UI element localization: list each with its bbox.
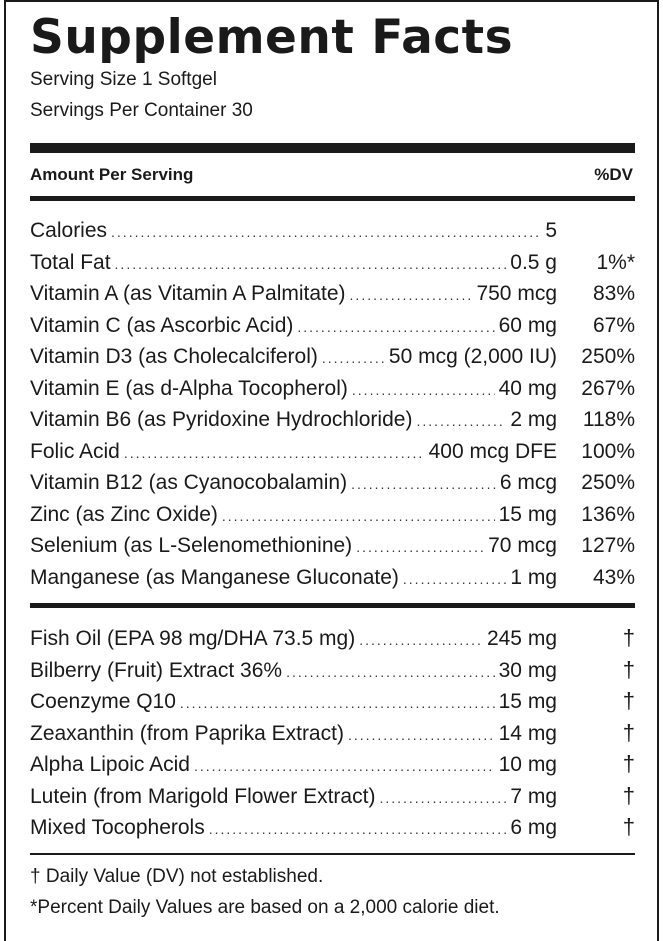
leader-dots (350, 280, 473, 312)
other-ingredients-section (30, 608, 635, 843)
nutrient-amount: 15 mg (498, 502, 557, 526)
nutrient-name: Bilberry (Fruit) Extract 36% (30, 658, 283, 682)
nutrient-row (30, 499, 635, 531)
leader-dots (348, 720, 495, 752)
nutrient-amount: 50 mcg (2,000 IU) (388, 345, 557, 368)
nutrient-dv: † (622, 688, 635, 713)
nutrient-dv: 250% (581, 345, 635, 368)
nutrient-dv: 1%* (596, 250, 635, 274)
nutrient-row (30, 685, 635, 717)
leader-dots (359, 625, 483, 657)
nutrient-row (30, 247, 635, 279)
leader-dots (222, 501, 495, 533)
nutrient-row (30, 467, 635, 499)
leader-dots (194, 751, 495, 783)
nutrient-row (30, 622, 635, 654)
leader-dots (379, 783, 506, 815)
nutrient-amount: 750 mcg (476, 282, 557, 305)
nutrient-name: Vitamin C (as Ascorbic Acid) (30, 313, 294, 337)
nutrient-name: Fish Oil (EPA 98 mg/DHA 73.5 mg) (30, 627, 356, 650)
footnote-divider (30, 853, 635, 855)
nutrient-amount: 60 mg (498, 313, 557, 337)
nutrient-amount: 30 mg (498, 658, 557, 682)
nutrient-name: Vitamin B12 (as Cyanocobalamin) (30, 471, 348, 494)
nutrient-row (30, 780, 635, 812)
nutrient-row (30, 748, 635, 780)
nutrient-name: Vitamin E (as d-Alpha Tocopherol) (30, 376, 348, 400)
nutrient-name: Alpha Lipoic Acid (30, 753, 190, 776)
nutrient-name: Vitamin A (as Vitamin A Palmitate) (30, 282, 346, 305)
nutrient-name: Vitamin D3 (as Cholecalciferol) (30, 345, 318, 368)
nutrient-name: Zeaxanthin (from Paprika Extract) (30, 721, 344, 745)
nutrient-amount: 2 mg (510, 408, 557, 431)
nutrient-row (30, 811, 635, 843)
nutrient-row (30, 717, 635, 749)
nutrient-amount: 6 mg (510, 816, 557, 839)
nutrient-dv: 100% (581, 439, 635, 463)
nutrient-row (30, 654, 635, 686)
vitamins-section (30, 201, 635, 593)
leader-dots (403, 564, 506, 596)
nutrient-dv: 43% (592, 565, 635, 589)
panel-title: Supplement Facts (30, 10, 514, 65)
nutrient-amount: 15 mg (498, 690, 557, 713)
nutrient-name: Total Fat (30, 250, 111, 274)
nutrient-row (30, 404, 635, 436)
nutrient-name: Vitamin B6 (as Pyridoxine Hydrochloride) (30, 408, 413, 431)
leader-dots (111, 217, 541, 249)
nutrient-row (30, 310, 635, 342)
leader-dots (209, 814, 507, 846)
nutrient-dv: 83% (592, 282, 635, 305)
leader-dots (351, 469, 496, 501)
leader-dots (115, 249, 507, 281)
nutrient-name: Lutein (from Marigold Flower Extract) (30, 784, 376, 808)
nutrient-amount: 245 mg (486, 627, 557, 650)
leader-dots (180, 688, 495, 720)
column-header (30, 153, 635, 196)
footnote-percent: *Percent Daily Values are based on a 2,000 calorie diet. (30, 896, 500, 918)
nutrient-name: Selenium (as L-Selenomethionine) (30, 534, 353, 557)
nutrient-amount: 1 mg (510, 565, 557, 589)
leader-dots (322, 343, 385, 375)
nutrient-dv: † (622, 751, 635, 776)
nutrient-name: Manganese (as Manganese Gluconate) (30, 565, 399, 589)
dv-label: %DV (594, 164, 633, 184)
nutrient-amount: 0.5 g (510, 250, 557, 274)
nutrient-dv: † (622, 656, 635, 682)
nutrient-row (30, 278, 635, 310)
nutrient-amount: 7 mg (510, 784, 557, 808)
servings-per-container: Servings Per Container 30 (30, 100, 253, 121)
nutrient-amount: 14 mg (498, 721, 557, 745)
nutrient-dv: † (622, 782, 635, 808)
nutrient-row (30, 341, 635, 373)
leader-dots (297, 312, 494, 344)
nutrient-dv: 267% (581, 376, 635, 400)
leader-dots (416, 406, 506, 438)
leader-dots (352, 375, 495, 407)
nutrient-row (30, 215, 635, 247)
nutrient-amount: 6 mcg (499, 471, 557, 494)
leader-dots (356, 532, 484, 564)
nutrient-dv: 127% (581, 534, 635, 557)
nutrient-dv: 136% (581, 502, 635, 526)
nutrient-amount: 10 mg (498, 753, 557, 776)
supplement-facts-panel (4, 0, 659, 941)
nutrient-amount: 40 mg (498, 376, 557, 400)
nutrient-dv: † (622, 719, 635, 745)
nutrient-name: Mixed Tocopherols (30, 816, 205, 839)
serving-size: Serving Size 1 Softgel (30, 69, 217, 90)
nutrient-dv: † (622, 814, 635, 839)
nutrient-name: Calories (30, 219, 108, 242)
amount-per-serving-label: Amount Per Serving (30, 164, 194, 184)
nutrient-amount: 400 mcg DFE (428, 439, 557, 463)
nutrient-row (30, 562, 635, 594)
nutrient-amount: 5 (545, 219, 557, 242)
nutrient-dv: 250% (581, 471, 635, 494)
nutrient-row (30, 530, 635, 562)
nutrient-dv: 118% (582, 408, 635, 431)
nutrient-row (30, 436, 635, 468)
nutrient-amount: 70 mcg (488, 534, 557, 557)
leader-dots (124, 438, 425, 470)
nutrient-dv: † (622, 625, 635, 650)
nutrient-name: Folic Acid (30, 439, 120, 463)
leader-dots (286, 657, 495, 689)
nutrient-name: Coenzyme Q10 (30, 690, 176, 713)
nutrient-name: Zinc (as Zinc Oxide) (30, 502, 218, 526)
footnote-dagger: † Daily Value (DV) not established. (30, 865, 324, 887)
nutrient-dv: 67% (592, 313, 635, 337)
nutrient-row (30, 373, 635, 405)
thick-divider (30, 143, 635, 153)
